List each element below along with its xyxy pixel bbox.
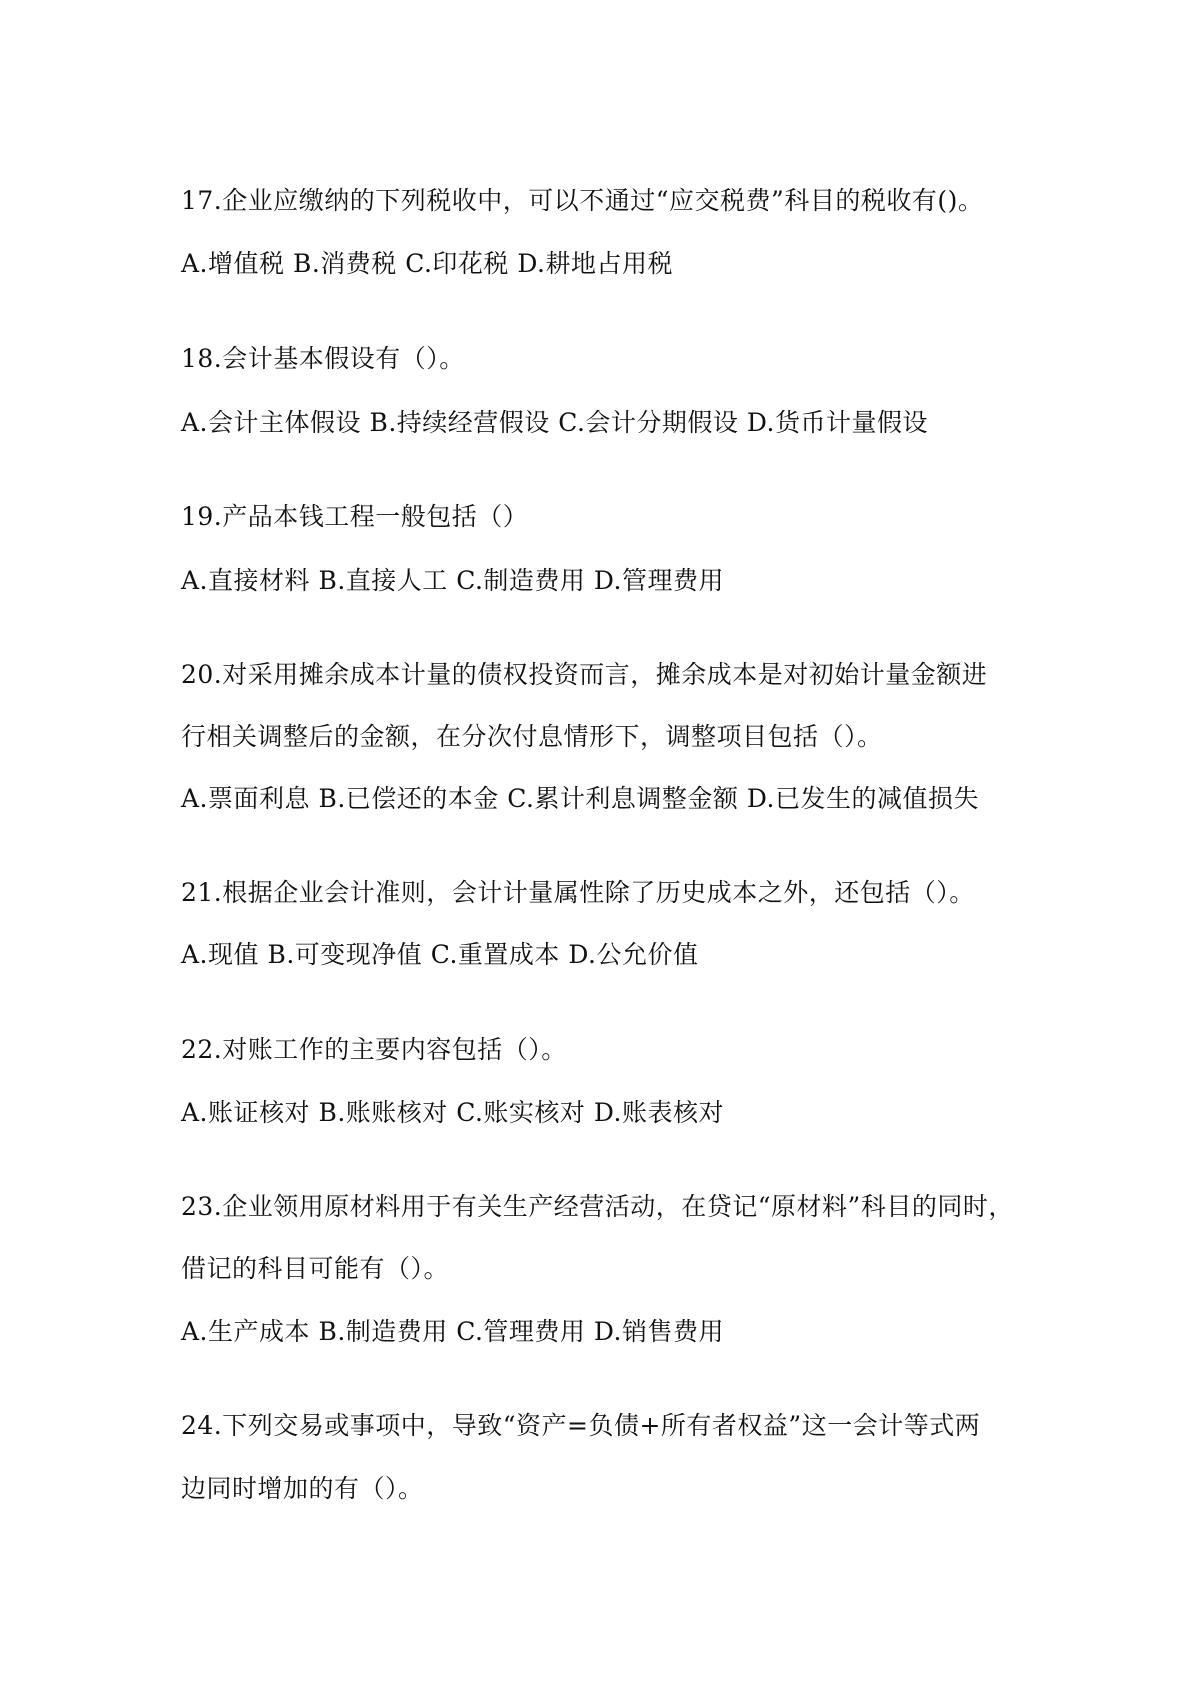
question-17-text: 17.企业应缴纳的下列税收中，可以不通过“应交税费”科目的税收有()。: [181, 186, 984, 215]
question-20-options: A.票面利息 B.已偿还的本金 C.累计利息调整金额 D.已发生的减值损失: [181, 784, 979, 813]
question-22-text: 22.对账工作的主要内容包括（）。: [181, 1035, 567, 1064]
question-21-options: A.现值 B.可变现净值 C.重置成本 D.公允价值: [181, 940, 699, 969]
question-24-text-line-2: 边同时增加的有（）。: [181, 1474, 424, 1503]
question-23-options: A.生产成本 B.制造费用 C.管理费用 D.销售费用: [181, 1317, 724, 1346]
question-17-options: A.增值税 B.消费税 C.印花税 D.耕地占用税: [181, 249, 673, 278]
question-20-text-line-2: 行相关调整后的金额，在分次付息情形下，调整项目包括（）。: [181, 722, 883, 751]
question-19-text: 19.产品本钱工程一般包括（）: [181, 502, 529, 531]
question-21-text: 21.根据企业会计准则，会计计量属性除了历史成本之外，还包括（）。: [181, 878, 975, 907]
question-19-options: A.直接材料 B.直接人工 C.制造费用 D.管理费用: [181, 566, 724, 595]
question-24-text-line-1: 24.下列交易或事项中，导致“资产=负债+所有者权益”这一会计等式两: [181, 1411, 981, 1440]
question-23-text-line-2: 借记的科目可能有（）。: [181, 1254, 450, 1283]
question-18-options: A.会计主体假设 B.持续经营假设 C.会计分期假设 D.货币计量假设: [181, 408, 928, 437]
question-23-text-line-1: 23.企业领用原材料用于有关生产经营活动，在贷记“原材料”科目的同时，: [181, 1192, 1014, 1221]
question-20-text-line-1: 20.对采用摊余成本计量的债权投资而言，摊余成本是对初始计量金额进: [181, 660, 988, 689]
question-18-text: 18.会计基本假设有（）。: [181, 344, 465, 373]
question-22-options: A.账证核对 B.账账核对 C.账实核对 D.账表核对: [181, 1098, 724, 1127]
